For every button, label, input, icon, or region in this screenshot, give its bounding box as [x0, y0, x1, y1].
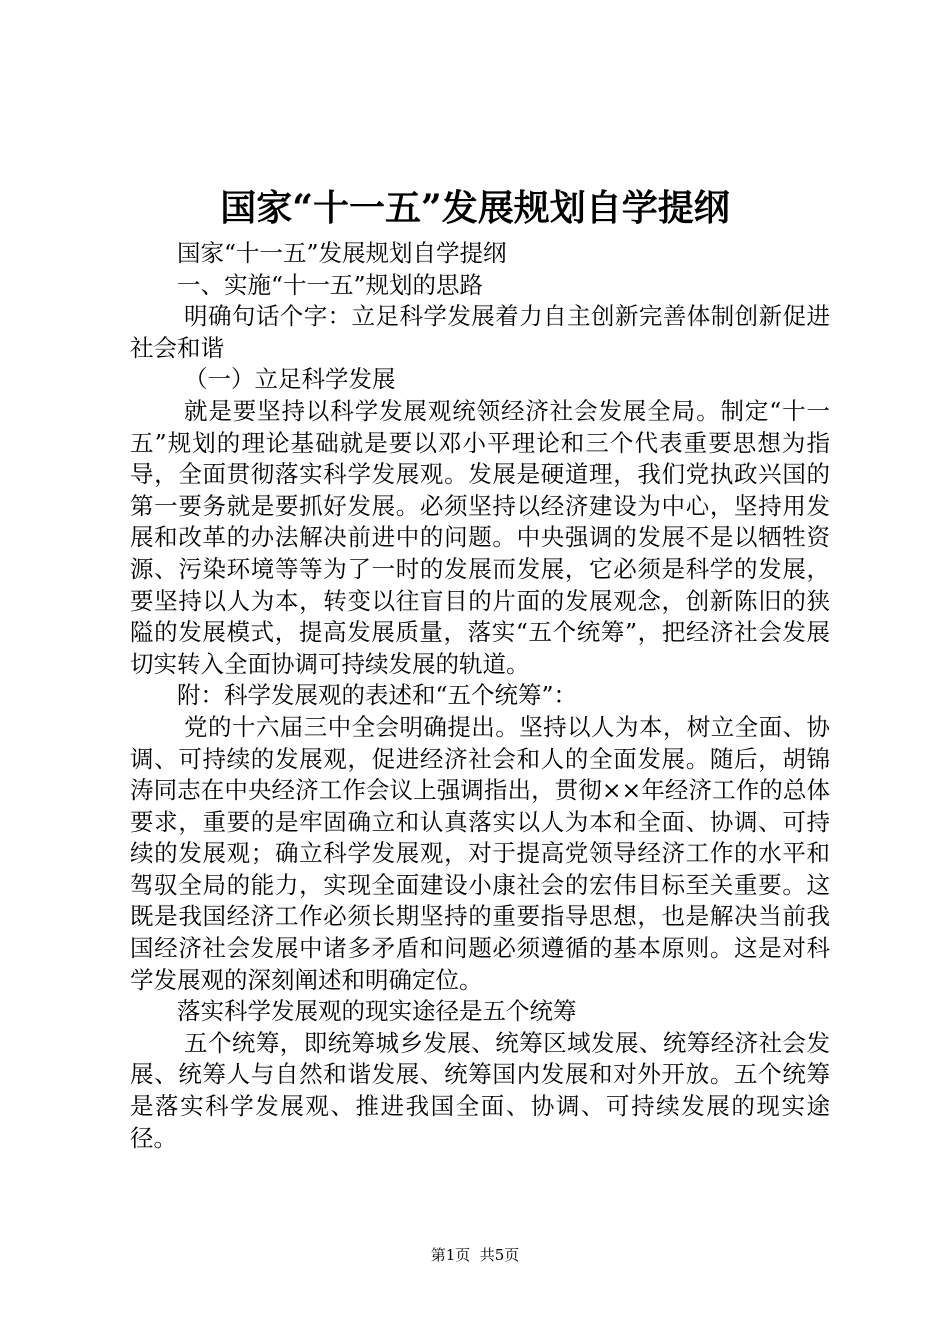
paragraph-subtitle: 国家“十一五”发展规划自学提纲 [177, 239, 507, 267]
paragraph-appendix-heading: 附：科学发展观的表述和“五个统筹”： [177, 681, 578, 710]
document-title: 国家“十一五”发展规划自学提纲 [220, 187, 730, 229]
paragraph-summary: 明确句话个字：立足科学发展着力自主创新完善体制创新促进社会和谐 [130, 302, 830, 362]
paragraph-section-heading: 一、实施“十一五”规划的思路 [177, 270, 484, 299]
paragraph-subsection-heading: （一）立足科学发展 [184, 365, 396, 394]
paragraph-body: 就是要坚持以科学发展观统领经济社会发展全局。制定“十一五”规划的理论基础就是要以邓小平理论和三个代表重要思想为指导，全面贯彻落实科学发展观。发展是硬道理，我们党执政兴国的第一要务就是要抓好发展。必须坚持以经济建设为中心，坚持用发展和改革的办法解决前进中的问题。中央强调的发展不是以牺牲资源、污染环境等等为了一时的发展而发展，它必须是科学的发展，要坚持以人为本，转变以往盲目的片面的发展观念，创新陈旧的狭隘的发展模式，提高发展质量，落实“五个统筹”，把经济社会发展切实转入全面协调可持续发展的轨道。 [130, 396, 830, 678]
page-footer: 第1页 共5页 [430, 1246, 520, 1264]
paragraph-heading: 落实科学发展观的现实途径是五个统筹 [177, 997, 577, 1026]
paragraph-body: 党的十六届三中全会明确提出。坚持以人为本，树立全面、协调、可持续的发展观，促进经济社会和人的全面发展。随后，胡锦涛同志在中央经济工作会议上强调指出，贯彻××年经济工作的总体要求，重要的是牢固确立和认真落实以人为本和全面、协调、可持续的发展观；确立科学发展观，对于提高党领导经济工作的水平和驾驭全局的能力，实现全面建设小康社会的宏伟目标至关重要。这既是我国经济工作必须长期坚持的重要指导思想，也是解决当前我国经济社会发展中诸多矛盾和问题必须遵循的基本原则。这是对科学发展观的深刻阐述和明确定位。 [130, 712, 830, 994]
paragraph-body: 五个统筹，即统筹城乡发展、统筹区域发展、统筹经济社会发展、统筹人与自然和谐发展、统筹国内发展和对外开放。五个统筹是落实科学发展观、推进我国全面、协调、可持续发展的现实途径。 [130, 1028, 830, 1152]
document-body [130, 238, 830, 1154]
